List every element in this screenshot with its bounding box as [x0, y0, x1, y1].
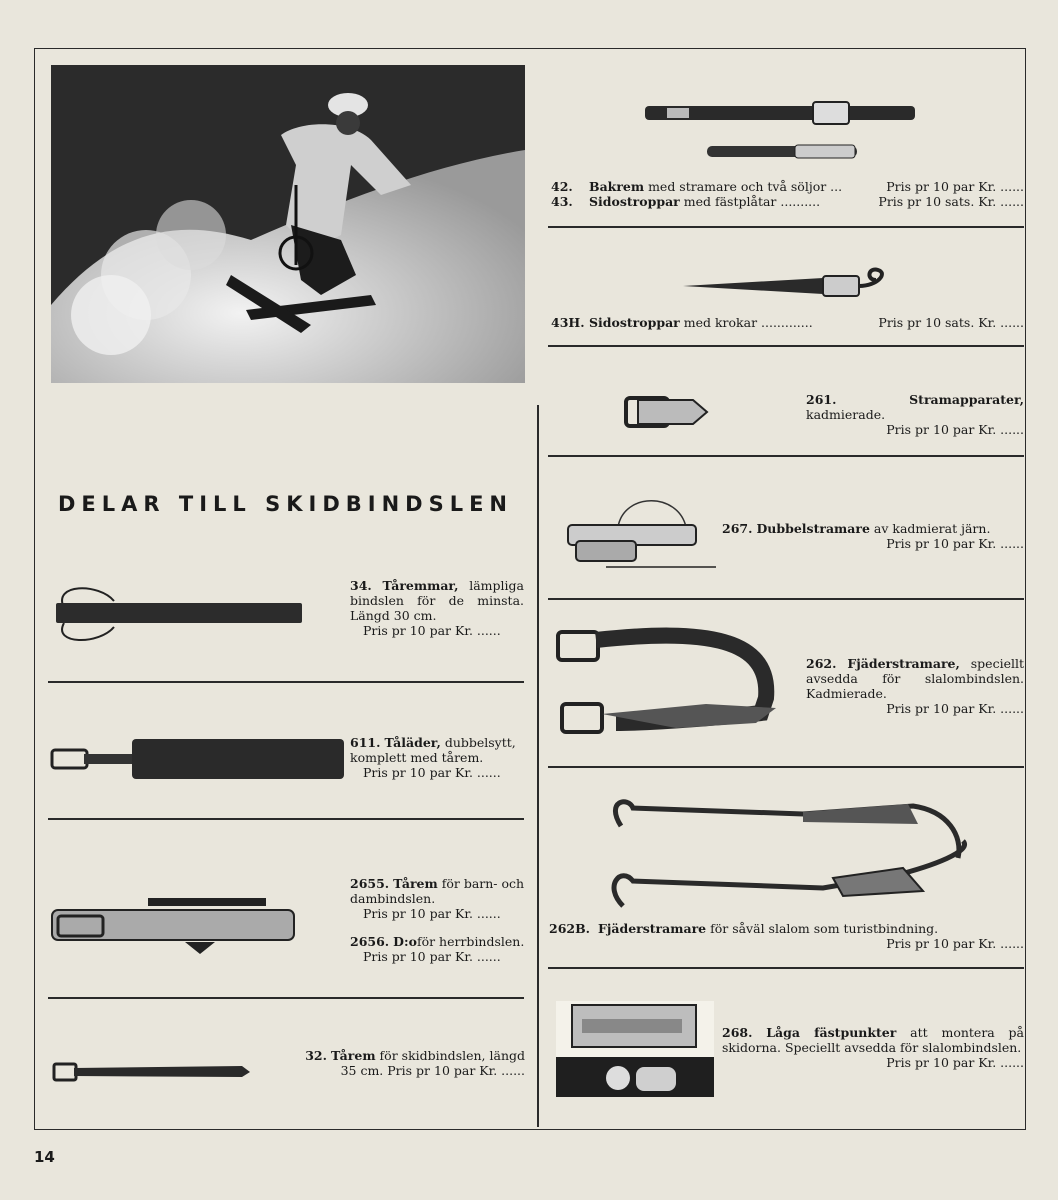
- mounting-point-268-illustration: [556, 1001, 714, 1097]
- item-262: 262. Fjäderstramare, speciellt avsedda för slalombindslen. Kadmierade. Pris pr 10 par Kr. ......: [806, 656, 1024, 716]
- item-42: 42. Bakrem med stramare och två söljor ... Pris pr 10 par Kr. ......: [551, 179, 1024, 194]
- item-34: 34. Tåremmar, lämpliga bindslen för de minsta. Längd 30 cm. Pris pr 10 par Kr. ......: [350, 578, 524, 638]
- strap-43h-illustration: [683, 268, 898, 300]
- strap-42-illustration: [645, 100, 920, 162]
- item-2656: 2656. D:oför herrbindslen. Pris pr 10 par Kr. ......: [350, 934, 525, 964]
- rule: [48, 818, 524, 820]
- rule: [548, 766, 1024, 768]
- toe-leather-611-illustration: [50, 736, 346, 782]
- item-43: 43. Sidostroppar med fästplåtar .......... Pris pr 10 sats. Kr. ......: [551, 194, 1024, 209]
- rule: [548, 598, 1024, 600]
- spring-tightener-262b-illustration: [603, 796, 975, 914]
- section-heading: DELAR TILL SKIDBINDSLEN: [58, 492, 513, 516]
- toe-strap-34-illustration: [54, 583, 304, 645]
- item-262b: 262B. Fjäderstramare för såväl slalom som turistbindning. Pris pr 10 par Kr. ......: [549, 921, 1024, 951]
- spring-tightener-262-illustration: [556, 628, 781, 738]
- skier-photo: [51, 65, 525, 383]
- item-267: 267. Dubbelstramare av kadmierat järn. Pris pr 10 par Kr. ......: [722, 521, 1024, 551]
- item-268: 268. Låga fästpunkter att montera på skidorna. Speciellt avsedda för slalombindslen. Pris pr 10 par Kr. ......: [722, 1025, 1024, 1070]
- toe-strap-2655-illustration: [50, 898, 298, 956]
- rule: [48, 997, 524, 999]
- rule: [48, 681, 524, 683]
- tightener-261-illustration: [623, 392, 709, 432]
- item-43h: 43H. Sidostroppar med krokar ............. Pris pr 10 sats. Kr. ......: [551, 315, 1024, 330]
- toe-strap-32-illustration: [52, 1060, 252, 1084]
- rule: [548, 345, 1024, 347]
- item-261: 261. Stramapparater, kadmierade. Pris pr 10 par Kr. ......: [806, 392, 1024, 437]
- column-divider: [537, 405, 539, 1127]
- item-2655: 2655. Tårem för barn- och dambindslen. Pris pr 10 par Kr. ......: [350, 876, 525, 921]
- rule: [548, 226, 1024, 228]
- item-32: 32. Tårem för skidbindslen, längd 35 cm. Pris pr 10 par Kr. ......: [305, 1048, 525, 1078]
- page-number: 14: [34, 1148, 55, 1166]
- item-611: 611. Tåläder, dubbelsytt, komplett med tårem. Pris pr 10 par Kr. ......: [350, 735, 516, 780]
- rule: [548, 967, 1024, 969]
- rule: [548, 455, 1024, 457]
- double-tightener-267-illustration: [566, 487, 716, 572]
